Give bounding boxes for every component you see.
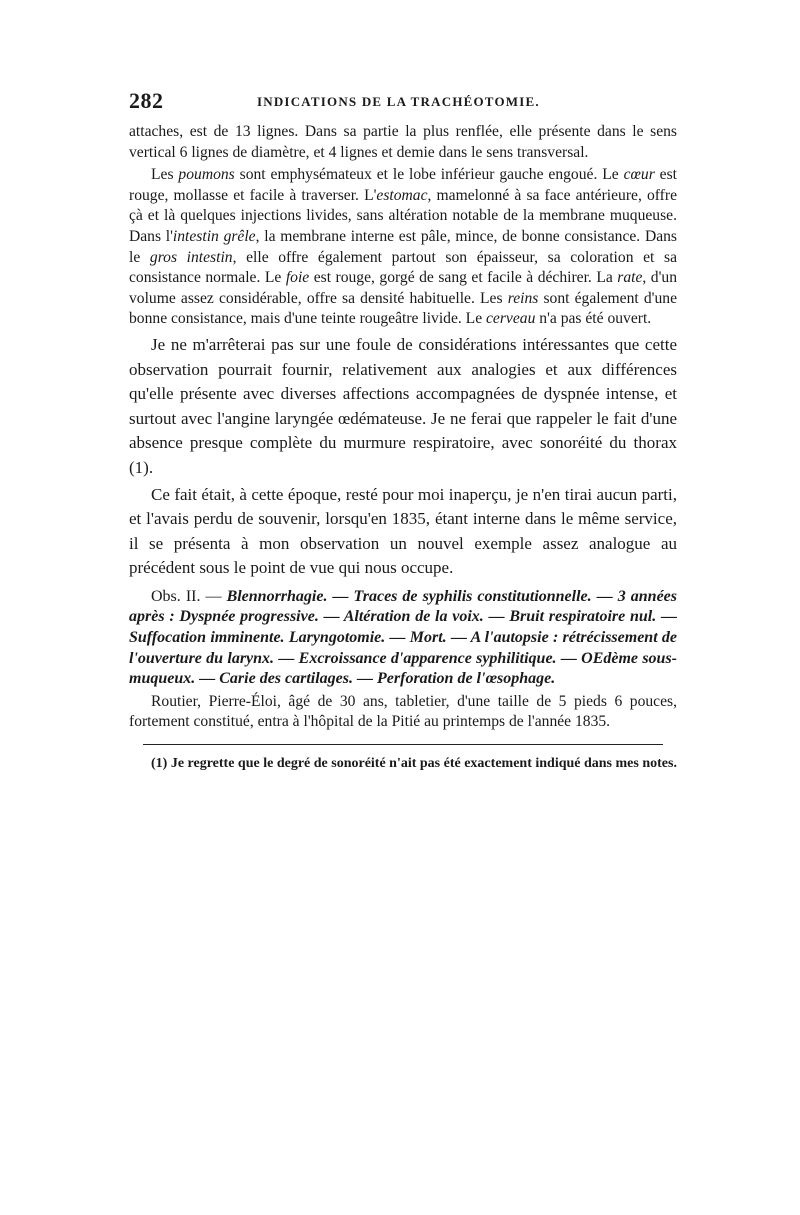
running-title: INDICATIONS DE LA TRACHÉOTOMIE. xyxy=(257,94,540,109)
term-rate: rate xyxy=(617,269,643,287)
observation-summary: Blennorrhagie. — Traces de syphilis constitutionnelle. — 3 années après : Dyspnée progressive. — Altération de la voix. — Bruit respiratoire nul. — Suffocation imminente. Laryngotomie. — Mort. — A l'autopsie : rétrécissement de l'ouverture du larynx. — Excroissance d'apparence syphilitique. — OEdème sous-muqueux. — Carie des cartilages. — Perforation de l'œsophage. xyxy=(129,587,678,688)
observation-heading xyxy=(129,587,677,690)
footnote: (1) Je regrette que le degré de sonoréité n'ait pas été exactement indiqué dans mes notes. xyxy=(151,756,677,772)
paragraph-measurements: attaches, est de 13 lignes. Dans sa partie la plus renflée, elle présente dans le sens vertical 6 lignes de diamètre, et 4 lignes et demie dans le sens transversal. xyxy=(129,123,677,161)
book-page xyxy=(129,88,677,775)
term-cerveau: cerveau xyxy=(486,310,536,328)
paragraph-patient: Routier, Pierre-Éloi, âgé de 30 ans, tabletier, d'une taille de 5 pieds 6 pouces, fortement constitué, entra à l'hôpital de la Pitié au printemps de l'année 1835. xyxy=(129,692,677,731)
paragraph-autopsy-organs: Les poumons sont emphysémateux et le lobe inférieur gauche engoué. Le cœur est rouge, mollasse et facile à traverser. L'estomac, mamelonné à sa face antérieure, offre çà et là quelques injections livides, sans altération notable de la membrane muqueuse. Dans l'intestin grêle, la membrane interne est pâle, mince, de bonne consistance. Dans le gros intestin, elle offre également partout son épaisseur, sa coloration et sa consistance normale. Le foie est rouge, gorgé de sang et facile à déchirer. La rate, d'un volume assez considérable, offre sa densité habituelle. Les reins sont également d'une bonne consistance, mais d'une teinte rougeâtre livide. Le cerveau n'a pas été ouvert. xyxy=(129,166,678,328)
running-head xyxy=(129,88,677,122)
term-poumons: poumons xyxy=(178,166,235,184)
paragraph-considerations: Je ne m'arrêterai pas sur une foule de considérations intéressantes que cette observation pourrait fournir, relativement aux analogies et aux différences qu'elle présente avec diverses affections accompagnées de dyspnée intense, et surtout avec l'angine laryngée œdémateuse. Je ne ferai que rappeler le fait d'une absence presque complète du murmure respiratoire, avec sonoréité du thorax (1). xyxy=(129,334,677,477)
paragraph-second-case: Ce fait était, à cette époque, resté pour moi inaperçu, je n'en tirai aucun parti, et l'avais perdu de souvenir, lorsqu'en 1835, étant interne dans le même service, il se présenta à mon observation un nouvel exemple assez analogue au précédent sous le point de vue qui nous occupe. xyxy=(129,484,677,578)
page-number: 282 xyxy=(129,88,164,113)
observation-label: Obs. II. — xyxy=(151,587,227,605)
term-reins: reins xyxy=(507,289,539,307)
term-coeur: cœur xyxy=(623,166,655,184)
term-gros-intestin: gros intestin xyxy=(149,248,233,266)
term-intestin-grele: intestin grêle xyxy=(172,227,256,245)
term-foie: foie xyxy=(285,269,310,287)
footnote-divider xyxy=(143,744,663,745)
term-estomac: estomac xyxy=(376,186,428,204)
